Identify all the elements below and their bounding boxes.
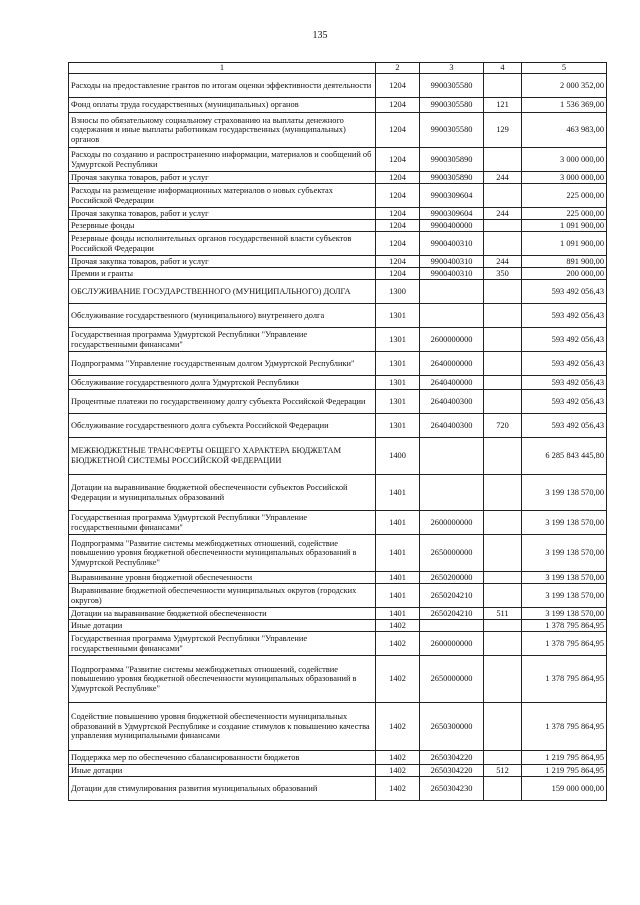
row-section-cell: 1401	[376, 584, 420, 608]
row-name-cell: Подпрограмма "Развитие системы межбюджетных отношений, содействие повышению уровня бюджетной обеспеченности муниципальных образований в Удмуртской Республике"	[69, 535, 376, 572]
row-section-cell: 1402	[376, 620, 420, 632]
row-amount-cell: 593 492 056,43	[522, 328, 607, 352]
row-section-cell: 1402	[376, 777, 420, 801]
row-amount-cell: 225 000,00	[522, 184, 607, 208]
row-code-cell: 9900400310	[420, 232, 484, 256]
row-code-cell: 9900305580	[420, 98, 484, 113]
row-amount-cell: 593 492 056,43	[522, 376, 607, 390]
row-amount-cell: 3 199 138 570,00	[522, 535, 607, 572]
row-name-cell: Премии и гранты	[69, 268, 376, 280]
row-type-cell	[484, 572, 522, 584]
row-code-cell: 2650304220	[420, 765, 484, 777]
row-section-cell: 1401	[376, 572, 420, 584]
column-header-amount: 5	[522, 63, 607, 74]
row-code-cell: 2640400000	[420, 376, 484, 390]
table-row	[69, 280, 607, 304]
table-row	[69, 352, 607, 376]
row-name-cell: Расходы на размещение информационных материалов о новых субъектах Российской Федерации	[69, 184, 376, 208]
row-section-cell: 1204	[376, 268, 420, 280]
row-section-cell: 1400	[376, 438, 420, 475]
row-type-cell	[484, 777, 522, 801]
row-name-cell: Прочая закупка товаров, работ и услуг	[69, 256, 376, 268]
row-amount-cell: 891 900,00	[522, 256, 607, 268]
row-type-cell: 720	[484, 414, 522, 438]
table-row	[69, 632, 607, 656]
table-row	[69, 376, 607, 390]
row-code-cell: 2640400300	[420, 414, 484, 438]
row-type-cell: 244	[484, 172, 522, 184]
row-amount-cell: 6 285 843 445,80	[522, 438, 607, 475]
row-type-cell: 350	[484, 268, 522, 280]
row-name-cell: Выравнивание уровня бюджетной обеспеченности	[69, 572, 376, 584]
row-code-cell: 9900309604	[420, 184, 484, 208]
row-amount-cell: 225 000,00	[522, 208, 607, 220]
row-type-cell	[484, 632, 522, 656]
row-section-cell: 1401	[376, 535, 420, 572]
row-type-cell	[484, 535, 522, 572]
row-type-cell	[484, 751, 522, 765]
row-type-cell	[484, 703, 522, 751]
row-amount-cell: 1 378 795 864,95	[522, 620, 607, 632]
table-row	[69, 328, 607, 352]
row-code-cell: 9900400310	[420, 256, 484, 268]
column-header-code: 3	[420, 63, 484, 74]
row-name-cell: Государственная программа Удмуртской Республики "Управление государственными финансами"	[69, 328, 376, 352]
budget-table	[68, 62, 607, 801]
row-type-cell	[484, 280, 522, 304]
row-type-cell	[484, 148, 522, 172]
row-type-cell	[484, 390, 522, 414]
row-type-cell	[484, 232, 522, 256]
row-type-cell	[484, 220, 522, 232]
row-type-cell	[484, 328, 522, 352]
table-row	[69, 98, 607, 113]
row-section-cell: 1204	[376, 98, 420, 113]
row-section-cell: 1204	[376, 172, 420, 184]
row-amount-cell: 1 378 795 864,95	[522, 632, 607, 656]
table-row	[69, 113, 607, 148]
row-type-cell: 121	[484, 98, 522, 113]
row-amount-cell: 3 199 138 570,00	[522, 511, 607, 535]
row-code-cell: 9900305890	[420, 172, 484, 184]
table-row	[69, 208, 607, 220]
row-type-cell	[484, 184, 522, 208]
table-row	[69, 620, 607, 632]
row-amount-cell: 1 378 795 864,95	[522, 656, 607, 703]
row-type-cell: 244	[484, 256, 522, 268]
row-type-cell: 244	[484, 208, 522, 220]
row-amount-cell: 463 983,00	[522, 113, 607, 148]
row-section-cell: 1301	[376, 414, 420, 438]
row-section-cell: 1204	[376, 74, 420, 98]
row-amount-cell: 593 492 056,43	[522, 390, 607, 414]
row-code-cell: 2650204210	[420, 584, 484, 608]
table-row	[69, 220, 607, 232]
table-row	[69, 475, 607, 511]
row-code-cell: 2650200000	[420, 572, 484, 584]
row-amount-cell: 1 536 369,00	[522, 98, 607, 113]
row-amount-cell: 1 091 900,00	[522, 220, 607, 232]
row-section-cell: 1300	[376, 280, 420, 304]
row-name-cell: Процентные платежи по государственному долгу субъекта Российской Федерации	[69, 390, 376, 414]
row-name-cell: Расходы по созданию и распространению информации, материалов и сообщений об Удмуртской Республики	[69, 148, 376, 172]
row-section-cell: 1402	[376, 703, 420, 751]
row-name-cell: Взносы по обязательному социальному страхованию на выплаты денежного содержания и иные выплаты работникам государственных (муниципальных) органов	[69, 113, 376, 148]
row-type-cell	[484, 74, 522, 98]
row-name-cell: Государственная программа Удмуртской Республики "Управление государственными финансами"	[69, 511, 376, 535]
row-code-cell: 9900305580	[420, 74, 484, 98]
row-code-cell: 2650000000	[420, 535, 484, 572]
row-section-cell: 1204	[376, 113, 420, 148]
row-name-cell: Фонд оплаты труда государственных (муниципальных) органов	[69, 98, 376, 113]
row-code-cell: 2650300000	[420, 703, 484, 751]
row-section-cell: 1204	[376, 220, 420, 232]
table-row	[69, 765, 607, 777]
row-name-cell: Прочая закупка товаров, работ и услуг	[69, 172, 376, 184]
table-row	[69, 172, 607, 184]
row-type-cell: 511	[484, 608, 522, 620]
row-section-cell: 1401	[376, 608, 420, 620]
row-name-cell: Иные дотации	[69, 620, 376, 632]
row-amount-cell: 1 091 900,00	[522, 232, 607, 256]
row-amount-cell: 159 000 000,00	[522, 777, 607, 801]
page-number: 135	[312, 30, 328, 41]
row-type-cell	[484, 620, 522, 632]
row-name-cell: Обслуживание государственного долга Удмуртской Республики	[69, 376, 376, 390]
row-section-cell: 1301	[376, 390, 420, 414]
row-amount-cell: 2 000 352,00	[522, 74, 607, 98]
row-amount-cell: 1 219 795 864,95	[522, 751, 607, 765]
row-name-cell: Подпрограмма "Управление государственным долгом Удмуртской Республики"	[69, 352, 376, 376]
row-code-cell: 2600000000	[420, 511, 484, 535]
row-amount-cell: 200 000,00	[522, 268, 607, 280]
row-code-cell: 9900400310	[420, 268, 484, 280]
row-code-cell	[420, 304, 484, 328]
row-name-cell: Резервные фонды исполнительных органов государственной власти субъектов Российской Федерации	[69, 232, 376, 256]
table-row	[69, 777, 607, 801]
table-row	[69, 535, 607, 572]
row-code-cell: 2600000000	[420, 632, 484, 656]
row-amount-cell: 593 492 056,43	[522, 280, 607, 304]
row-code-cell: 2640400300	[420, 390, 484, 414]
row-code-cell: 2650304230	[420, 777, 484, 801]
row-code-cell: 2640000000	[420, 352, 484, 376]
table-row	[69, 703, 607, 751]
row-section-cell: 1401	[376, 475, 420, 511]
table-row	[69, 438, 607, 475]
table-row	[69, 572, 607, 584]
row-amount-cell: 3 199 138 570,00	[522, 608, 607, 620]
row-section-cell: 1301	[376, 376, 420, 390]
row-amount-cell: 1 378 795 864,95	[522, 703, 607, 751]
row-section-cell: 1402	[376, 656, 420, 703]
row-type-cell	[484, 475, 522, 511]
row-name-cell: Содействие повышению уровня бюджетной обеспеченности муниципальных образований в Удмуртской Республике и создание стимулов к повышению качества управления муниципальными финансами	[69, 703, 376, 751]
row-name-cell: Дотации на выравнивание бюджетной обеспеченности субъектов Российской Федерации и муниципальных образований	[69, 475, 376, 511]
table-header-row	[69, 63, 607, 74]
row-code-cell: 9900305890	[420, 148, 484, 172]
row-section-cell: 1204	[376, 256, 420, 268]
table-row	[69, 656, 607, 703]
row-section-cell: 1204	[376, 148, 420, 172]
row-name-cell: Государственная программа Удмуртской Республики "Управление государственными финансами"	[69, 632, 376, 656]
row-type-cell	[484, 656, 522, 703]
row-section-cell: 1301	[376, 328, 420, 352]
row-amount-cell: 3 199 138 570,00	[522, 475, 607, 511]
row-name-cell: МЕЖБЮДЖЕТНЫЕ ТРАНСФЕРТЫ ОБЩЕГО ХАРАКТЕРА БЮДЖЕТАМ БЮДЖЕТНОЙ СИСТЕМЫ РОССИЙСКОЙ ФЕДЕРАЦИИ	[69, 438, 376, 475]
table-row	[69, 232, 607, 256]
row-amount-cell: 3 000 000,00	[522, 172, 607, 184]
row-name-cell: Дотации на выравнивание бюджетной обеспеченности	[69, 608, 376, 620]
row-name-cell: Дотации для стимулирования развития муниципальных образований	[69, 777, 376, 801]
table-row	[69, 414, 607, 438]
table-row	[69, 390, 607, 414]
row-code-cell	[420, 475, 484, 511]
table-row	[69, 751, 607, 765]
table-row	[69, 608, 607, 620]
row-code-cell: 9900309604	[420, 208, 484, 220]
row-section-cell: 1204	[376, 232, 420, 256]
row-amount-cell: 593 492 056,43	[522, 304, 607, 328]
row-type-cell	[484, 304, 522, 328]
row-amount-cell: 593 492 056,43	[522, 352, 607, 376]
table-row	[69, 256, 607, 268]
row-section-cell: 1402	[376, 751, 420, 765]
table-row	[69, 148, 607, 172]
row-type-cell: 129	[484, 113, 522, 148]
row-name-cell: Выравнивание бюджетной обеспеченности муниципальных округов (городских округов)	[69, 584, 376, 608]
row-type-cell	[484, 584, 522, 608]
column-header-name: 1	[69, 63, 376, 74]
row-section-cell: 1401	[376, 511, 420, 535]
row-section-cell: 1402	[376, 765, 420, 777]
row-amount-cell: 1 219 795 864,95	[522, 765, 607, 777]
table-row	[69, 184, 607, 208]
row-section-cell: 1402	[376, 632, 420, 656]
row-code-cell	[420, 280, 484, 304]
row-amount-cell: 3 000 000,00	[522, 148, 607, 172]
row-code-cell	[420, 438, 484, 475]
table-row	[69, 268, 607, 280]
row-name-cell: Подпрограмма "Развитие системы межбюджетных отношений, содействие повышению уровня бюджетной обеспеченности муниципальных образований в Удмуртской Республике"	[69, 656, 376, 703]
column-header-type: 4	[484, 63, 522, 74]
row-code-cell: 2650304220	[420, 751, 484, 765]
row-name-cell: Поддержка мер по обеспечению сбалансированности бюджетов	[69, 751, 376, 765]
row-name-cell: Резервные фонды	[69, 220, 376, 232]
row-code-cell: 2650204210	[420, 608, 484, 620]
row-code-cell: 9900400000	[420, 220, 484, 232]
row-type-cell: 512	[484, 765, 522, 777]
row-type-cell	[484, 438, 522, 475]
row-name-cell: Прочая закупка товаров, работ и услуг	[69, 208, 376, 220]
row-name-cell: Обслуживание государственного (муниципального) внутреннего долга	[69, 304, 376, 328]
table-row	[69, 584, 607, 608]
row-code-cell: 2600000000	[420, 328, 484, 352]
row-code-cell	[420, 620, 484, 632]
row-type-cell	[484, 376, 522, 390]
column-header-section: 2	[376, 63, 420, 74]
table-row	[69, 511, 607, 535]
row-code-cell: 2650000000	[420, 656, 484, 703]
row-section-cell: 1204	[376, 184, 420, 208]
table-body	[69, 74, 607, 801]
row-amount-cell: 593 492 056,43	[522, 414, 607, 438]
row-name-cell: ОБСЛУЖИВАНИЕ ГОСУДАРСТВЕННОГО (МУНИЦИПАЛЬНОГО) ДОЛГА	[69, 280, 376, 304]
row-code-cell: 9900305580	[420, 113, 484, 148]
table-row	[69, 74, 607, 98]
row-amount-cell: 3 199 138 570,00	[522, 572, 607, 584]
row-name-cell: Обслуживание государственного долга субъекта Российской Федерации	[69, 414, 376, 438]
row-section-cell: 1301	[376, 352, 420, 376]
row-type-cell	[484, 352, 522, 376]
row-name-cell: Иные дотации	[69, 765, 376, 777]
row-section-cell: 1301	[376, 304, 420, 328]
row-name-cell: Расходы на предоставление грантов по итогам оценки эффективности деятельности	[69, 74, 376, 98]
table-row	[69, 304, 607, 328]
row-section-cell: 1204	[376, 208, 420, 220]
row-amount-cell: 3 199 138 570,00	[522, 584, 607, 608]
row-type-cell	[484, 511, 522, 535]
